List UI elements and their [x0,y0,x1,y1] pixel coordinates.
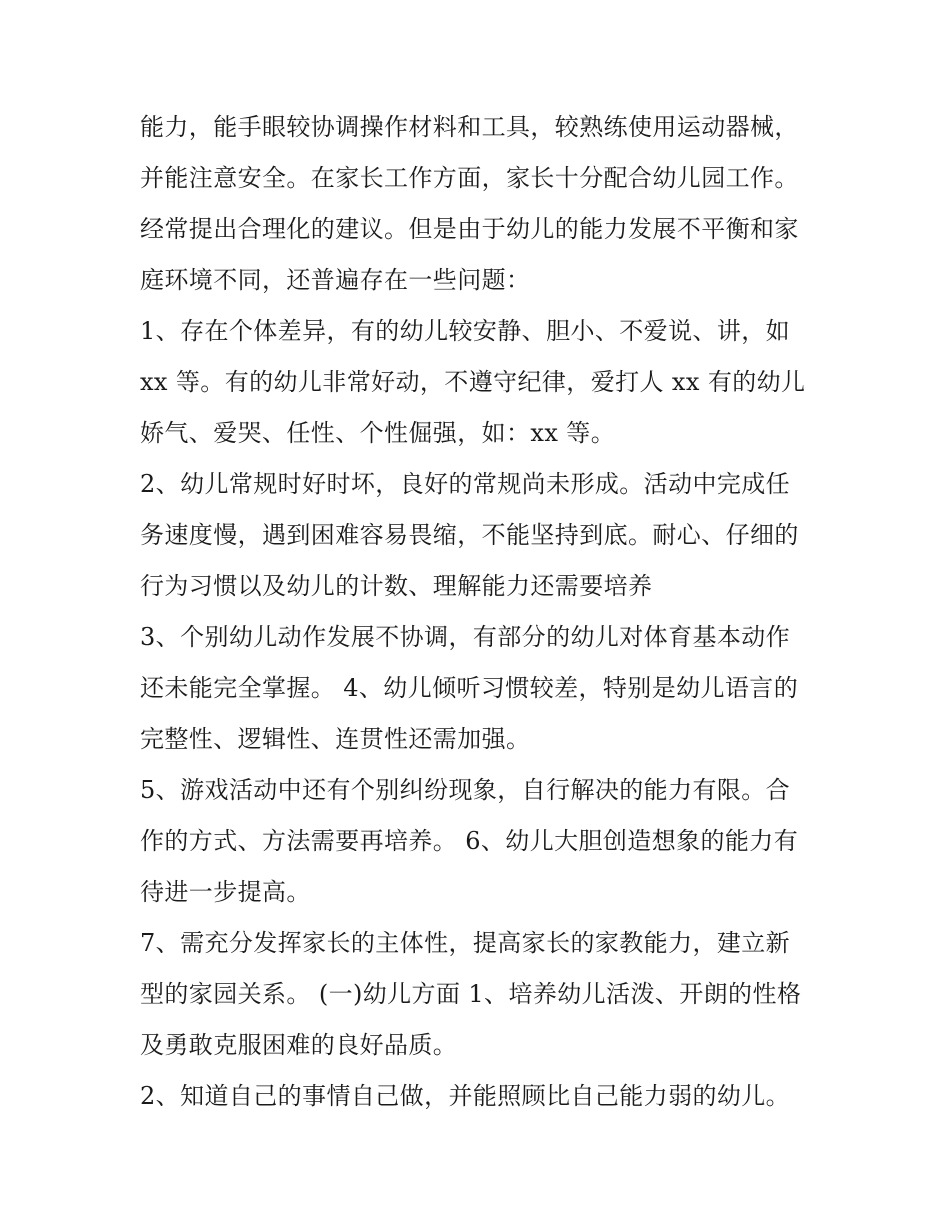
text-line: 7、需充分发挥家长的主体性，提高家长的家教能力，建立新 [140,929,791,957]
text-line: 行为习惯以及幼儿的计数、理解能力还需要培养 [140,572,653,600]
text-line: 5、游戏活动中还有个别纠纷现象，自行解决的能力有限。合 [140,776,791,804]
text-line: 3、个别幼儿动作发展不协调，有部分的幼儿对体育基本动作 [140,623,791,651]
text-line: 2、知道自己的事情自己做，并能照顾比自己能力弱的幼儿。 [140,1082,791,1110]
text-line: xx 等。有的幼儿非常好动，不遵守纪律，爱打人 xx 有的幼儿 [140,368,806,396]
text-line: 庭环境不同，还普遍存在一些问题： [140,266,531,294]
text-line: 完整性、逻辑性、连贯性还需加强。 [140,725,531,753]
text-line: 还未能完全掌握。 4、幼儿倾听习惯较差，特别是幼儿语言的 [140,674,799,702]
text-line: 娇气、爱哭、任性、个性倔强，如：xx 等。 [140,419,616,447]
text-line: 待进一步提高。 [140,878,311,906]
text-line: 2、幼儿常规时好时坏，良好的常规尚未形成。活动中完成任 [140,470,791,498]
text-line: 作的方式、方法需要再培养。 6、幼儿大胆创造想象的能力有 [140,827,799,855]
document-body [140,102,820,1122]
text-line: 能力，能手眼较协调操作材料和工具，较熟练使用运动器械， [140,113,799,141]
text-line: 经常提出合理化的建议。但是由于幼儿的能力发展不平衡和家 [140,215,799,243]
text-line: 及勇敢克服困难的良好品质。 [140,1031,458,1059]
text-line: 务速度慢，遇到困难容易畏缩，不能坚持到底。耐心、仔细的 [140,521,799,549]
text-line: 型的家园关系。 (一)幼儿方面 1、培养幼儿活泼、开朗的性格 [140,980,802,1008]
text-line: 并能注意安全。在家长工作方面，家长十分配合幼儿园工作。 [140,164,799,192]
text-line: 1、存在个体差异，有的幼儿较安静、胆小、不爱说、讲，如 [140,317,791,345]
